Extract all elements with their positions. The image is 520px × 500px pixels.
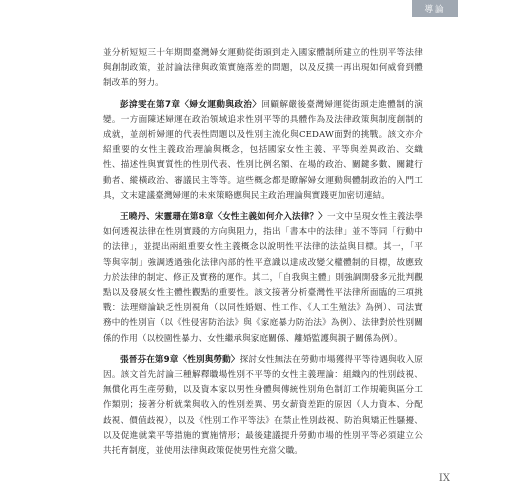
paragraph-body: 並分析短短三十年期間臺灣婦女運動從街頭到走入國家體制所建立的性別平等法律與創制政策，並討論法律與政策實施落差的問題，以及反撲一再出現如何威脅到體制改革的努力。: [103, 48, 423, 89]
paragraph-body: 一文中呈現女性主義法學如何透視法律在性別實踐的方向與阻力，指出「書本中的法律」並不等同「行動中的法律」，並提出兩組重要女性主義概念以說明性平法律的法益與目標。其一，「平等與宰制」強調透過強化法律內部的性平意識以達成改變父權體制的目標，故應致力於法律的制定、修正及實務的運作。其二，「自我與主體」則強調開發多元批判觀點以及發展女性主體性觀點的重要性。該文接著分析臺灣性平法律所面臨的三項挑戰：法理辯論缺乏性別視角（以同性婚姻、性工作、《人工生殖法》為例）、司法實務中的性別盲（以《性侵害防治法》與《家庭暴力防治法》為例）、法律對於性別關係的作用（以校園性暴力、女性繼承與家庭關係、離婚監護與親子關係為例）。: [103, 212, 423, 344]
page-number: IX: [438, 473, 450, 484]
paragraph-body: 回顧解嚴後臺灣婦運從街頭走進體制的演變。一方面陳述婦運在政治領域追求性別平等的具體作為及法律政策與制度創制的成就，並剖析婦運的代表性問題以及性別主流化與CEDAW面對的挑戰。該文亦介紹重要的女性主義政治理論與概念，包括國家女性主義、平等與差異政治、交織性、描述性與實質性的性別代表、性別比例名額、在場的政治、關鍵多數、關鍵行動者、縱橫政治、審議民主等等。這些概念都是瞭解婦女運動與體制政治的入門工具，文末建議臺灣婦運的未來策略應與民主政治理論與實踐更加密切連結。: [103, 99, 423, 201]
paragraph-body: 探討女性無法在勞動市場獲得平等待遇與收入原因。該文首先討論三種解釋職場性別不平等的女性主義理論：組織內的性別歧視、無償化再生產勞動，以及資本家以男性身體與傳統性別角色制訂工作規範與區分工作類別；接著分析就業與收入的性別差異、男女薪資差距的原因（人力資本、分配歧視、價值歧視），以及《性別工作平等法》在禁止性別歧視、防治與矯正性騷擾、以及促進就業平等措施的實施情形；最後建議提升勞動市場的性別平等必須建立公共托育制度，並使用法律與政策促使男性充當父職。: [103, 354, 423, 457]
running-header-tab: [412, 0, 458, 17]
paragraph-lead-chapter-8: 王曉丹、宋靈珊在第8章〈女性主義如何介入法律？〉: [120, 212, 327, 223]
paragraph-chapter-8: [103, 210, 423, 347]
paragraph-continuation: [103, 46, 423, 92]
running-header-label: 導論: [424, 4, 446, 15]
paragraph-chapter-9: [103, 353, 423, 459]
paragraph-lead-chapter-9: 張晉芬在第9章〈性別與勞動〉: [120, 354, 240, 365]
paragraph-chapter-7: [103, 98, 423, 204]
document-body: [103, 46, 423, 459]
paragraph-lead-chapter-7: 彭渰雯在第7章〈婦女運動與政治〉: [120, 99, 262, 110]
